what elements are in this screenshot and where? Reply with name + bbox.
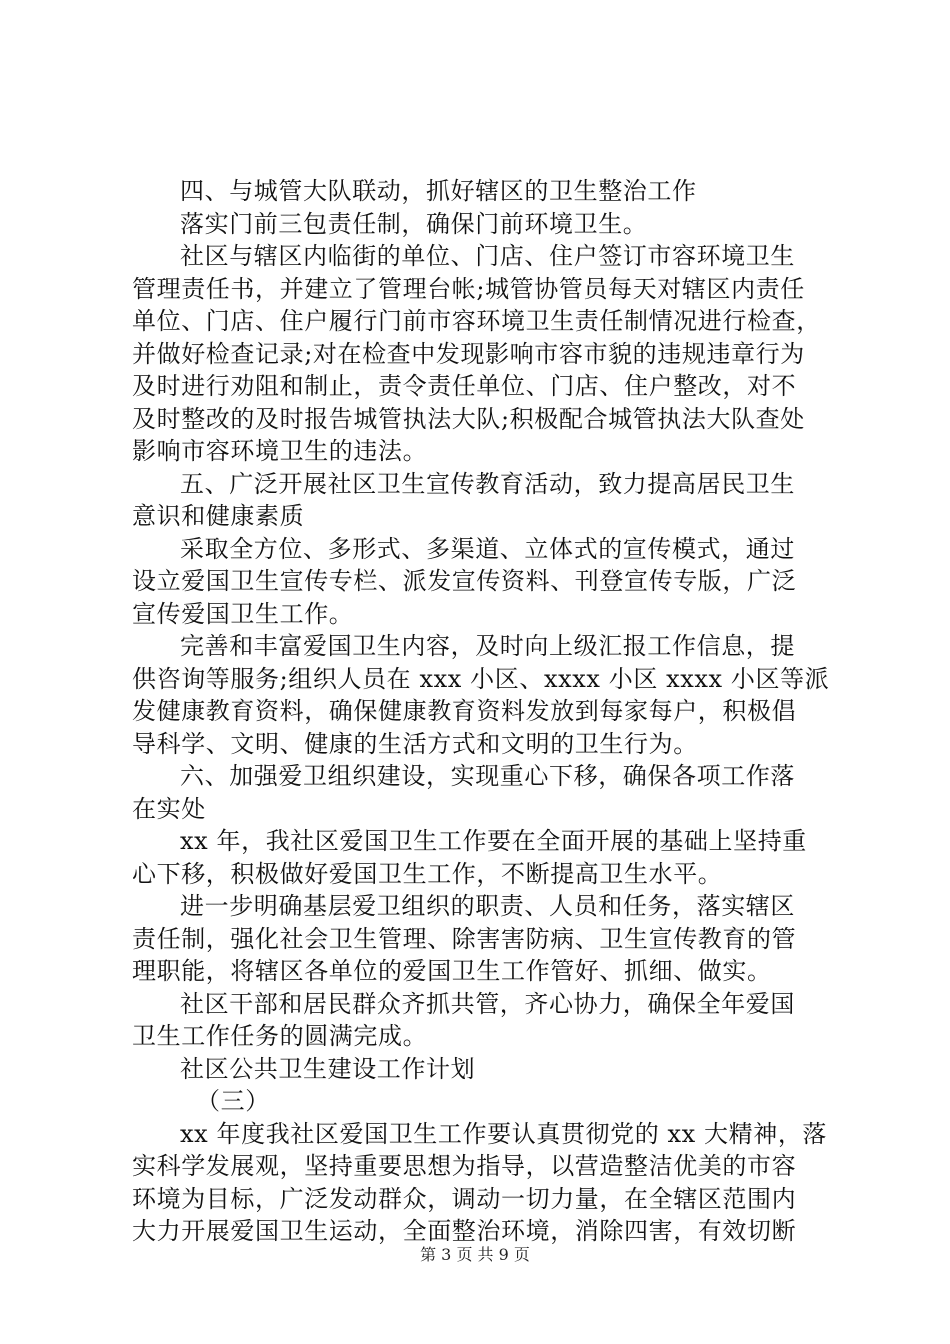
document-body <box>132 175 832 1248</box>
paragraph-line: 管理责任书，并建立了管理台帐;城管协管员每天对辖区内责任 <box>132 274 805 303</box>
paragraph-line: 导科学、文明、健康的生活方式和文明的卫生行为。 <box>132 729 698 758</box>
paragraph-line: 社区与辖区内临街的单位、门店、住户签订市容环境卫生 <box>180 242 795 270</box>
paragraph-line: 发健康教育资料，确保健康教育资料发放到每家每户，积极倡 <box>132 697 797 725</box>
paragraph-line: 责任制，强化社会卫生管理、除害害防病、卫生宣传教育的管 <box>132 924 797 953</box>
paragraph-line: xx 年，我社区爱国卫生工作要在全面开展的基础上坚持重 <box>180 827 807 855</box>
section-heading-5-cont: 意识和健康素质 <box>132 502 305 530</box>
section-heading-6-cont: 在实处 <box>132 794 206 823</box>
paragraph-line: 采取全方位、多形式、多渠道、立体式的宣传模式，通过 <box>180 534 795 563</box>
paragraph-line: 影响市容环境卫生的违法。 <box>132 437 428 465</box>
paragraph-line: 心下移，积极做好爱国卫生工作，不断提高卫生水平。 <box>132 859 723 888</box>
paragraph-line: 并做好检查记录;对在检查中发现影响市容市貌的违规违章行为 <box>132 339 805 368</box>
document-subtitle: （三） <box>196 1087 270 1115</box>
section-heading-4: 四、与城管大队联动，抓好辖区的卫生整治工作 <box>180 177 697 205</box>
paragraph-line: 及时进行劝阻和制止，责令责任单位、门店、住户整改，对不 <box>132 372 797 400</box>
section-heading-5: 五、广泛开展社区卫生宣传教育活动，致力提高居民卫生 <box>180 469 795 498</box>
paragraph-line: 进一步明确基层爱卫组织的职责、人员和任务，落实辖区 <box>180 892 795 920</box>
paragraph-line: 实科学发展观，坚持重要思想为指导，以营造整洁优美的市容 <box>132 1152 797 1180</box>
section-heading-6: 六、加强爱卫组织建设，实现重心下移，确保各项工作落 <box>180 762 795 790</box>
paragraph-line: 社区干部和居民群众齐抓共管，齐心协力，确保全年爱国 <box>180 989 795 1018</box>
paragraph-line: xx 年度我社区爱国卫生工作要认真贯彻党的 xx 大精神，落 <box>180 1119 828 1148</box>
paragraph-line: 设立爱国卫生宣传专栏、派发宣传资料、刊登宣传专版，广泛 <box>132 567 797 595</box>
paragraph-line: 完善和丰富爱国卫生内容，及时向上级汇报工作信息，提 <box>180 632 795 660</box>
document-title: 社区公共卫生建设工作计划 <box>180 1054 476 1083</box>
paragraph-line: 宣传爱国卫生工作。 <box>132 599 354 628</box>
paragraph-line: 供咨询等服务;组织人员在 xxx 小区、xxxx 小区 xxxx 小区等派 <box>132 664 830 693</box>
paragraph-line: 单位、门店、住户履行门前市容环境卫生责任制情况进行检查， <box>132 307 821 335</box>
paragraph-line: 理职能，将辖区各单位的爱国卫生工作管好、抓细、做实。 <box>132 957 772 985</box>
paragraph-line: 落实门前三包责任制，确保门前环境卫生。 <box>180 209 648 238</box>
paragraph-line: 卫生工作任务的圆满完成。 <box>132 1022 428 1050</box>
page-number: 第 3 页 共 9 页 <box>420 1245 530 1264</box>
paragraph-line: 大力开展爱国卫生运动，全面整治环境，消除四害，有效切断 <box>132 1217 797 1245</box>
paragraph-line: 及时整改的及时报告城管执法大队;积极配合城管执法大队查处 <box>132 404 805 433</box>
paragraph-line: 环境为目标，广泛发动群众，调动一切力量，在全辖区范围内 <box>132 1184 797 1213</box>
